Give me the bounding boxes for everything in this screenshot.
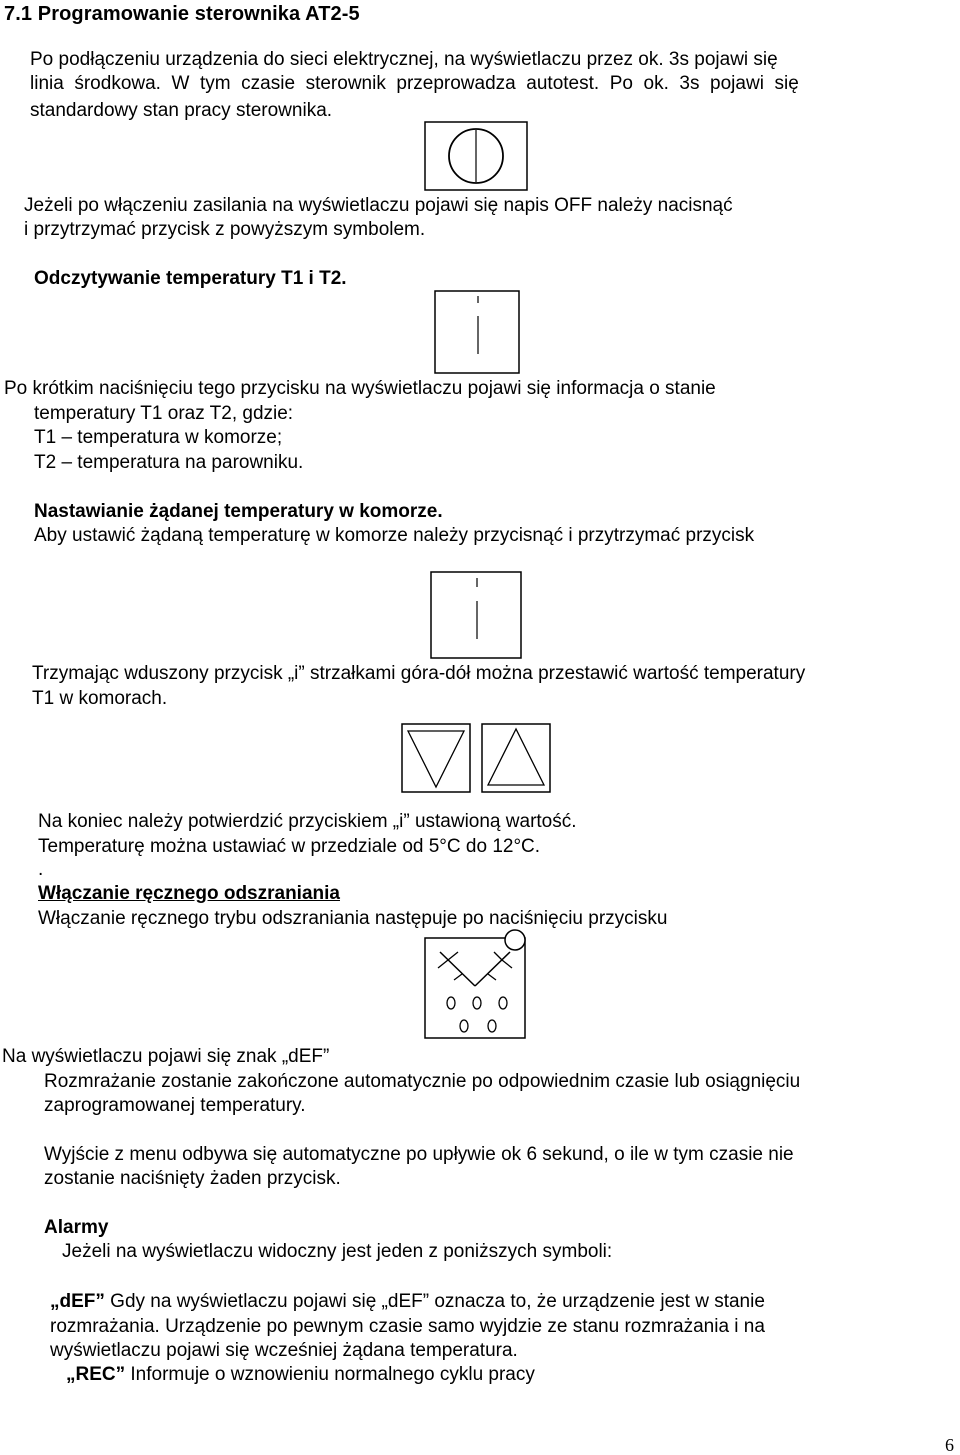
alarms-intro: Jeżeli na wyświetlaczu widoczny jest jeden z poniższych symboli:	[62, 1241, 613, 1262]
intro-line-1: Po podłączeniu urządzenia do sieci elektrycznej, na wyświetlaczu przez ok. 3s pojawi się	[30, 49, 778, 70]
alarm-rec-code: „REC”	[66, 1364, 126, 1385]
reading-line-3: T1 – temperatura w komorze;	[34, 427, 283, 448]
setting-line-5: Temperaturę można ustawiać w przedziale od 5°C do 12°C.	[38, 836, 541, 857]
intro-line-2: linia środkowa. W tym czasie sterownik przeprowadza autotest. Po ok. 3s pojawi się	[30, 73, 799, 94]
defrost-line-5: Wyjście z menu odbywa się automatyczne po upływie ok 6 sekund, o ile w tym czasie nie	[44, 1144, 794, 1165]
alarm-def-code: „dEF”	[50, 1291, 105, 1312]
alarm-rec-line	[66, 1363, 535, 1387]
power-icon	[424, 121, 528, 191]
alarms-title: Alarmy	[44, 1217, 109, 1238]
alarm-def-line-1	[50, 1290, 765, 1314]
power-line-1: Jeżeli po włączeniu zasilania na wyświetlaczu pojawi się napis OFF należy nacisnąć	[24, 195, 733, 216]
arrow-up-icon	[481, 723, 551, 793]
setting-line-4: Na koniec należy potwierdzić przyciskiem „i” ustawioną wartość.	[38, 811, 577, 832]
alarm-def-line-2: rozmrażania. Urządzenie po pewnym czasie samo wyjdzie ze stanu rozmrażania i na	[50, 1316, 765, 1337]
defrost-line-1: Włączanie ręcznego trybu odszraniania następuje po naciśnięciu przycisku	[38, 908, 668, 929]
alarm-def-line-3: wyświetlaczu pojawi się wcześniej żądana temperatura.	[50, 1340, 518, 1361]
setting-line-2: Trzymając wduszony przycisk „i” strzałkami góra-dół można przestawić wartość temperatury	[32, 663, 806, 684]
defrost-title: Włączanie ręcznego odszraniania	[38, 883, 340, 904]
reading-title: Odczytywanie temperatury T1 i T2.	[34, 268, 347, 289]
page-heading: 7.1 Programowanie sterownika AT2-5	[4, 3, 360, 25]
setting-title: Nastawianie żądanej temperatury w komorze.	[34, 501, 443, 522]
info-i-icon	[434, 290, 520, 374]
defrost-icon	[424, 928, 534, 1040]
intro-line-3: standardowy stan pracy sterownika.	[30, 100, 333, 121]
defrost-line-3: Rozmrażanie zostanie zakończone automatycznie po odpowiednim czasie lub osiągnięciu	[44, 1071, 801, 1092]
setting-dot: .	[38, 859, 44, 880]
reading-line-4: T2 – temperatura na parowniku.	[34, 452, 304, 473]
reading-line-1: Po krótkim naciśnięciu tego przycisku na wyświetlaczu pojawi się informacja o stanie	[4, 378, 716, 399]
alarm-rec-text: Informuje o wznowieniu normalnego cyklu pracy	[125, 1364, 535, 1385]
power-line-2: i przytrzymać przycisk z powyższym symbolem.	[24, 219, 426, 240]
arrow-down-icon	[401, 723, 471, 793]
info-i-icon-2	[430, 571, 522, 659]
defrost-line-4: zaprogramowanej temperatury.	[44, 1095, 306, 1116]
defrost-line-6: zostanie naciśnięty żaden przycisk.	[44, 1168, 341, 1189]
reading-line-2: temperatury T1 oraz T2, gdzie:	[34, 403, 294, 424]
page-number: 6	[945, 1435, 954, 1455]
defrost-line-2: Na wyświetlaczu pojawi się znak „dEF”	[2, 1046, 330, 1067]
setting-line-3: T1 w komorach.	[32, 688, 168, 709]
alarm-def-text: Gdy na wyświetlaczu pojawi się „dEF” oznacza to, że urządzenie jest w stanie	[104, 1291, 765, 1312]
setting-line-1: Aby ustawić żądaną temperaturę w komorze należy przycisnąć i przytrzymać przycisk	[34, 525, 755, 546]
